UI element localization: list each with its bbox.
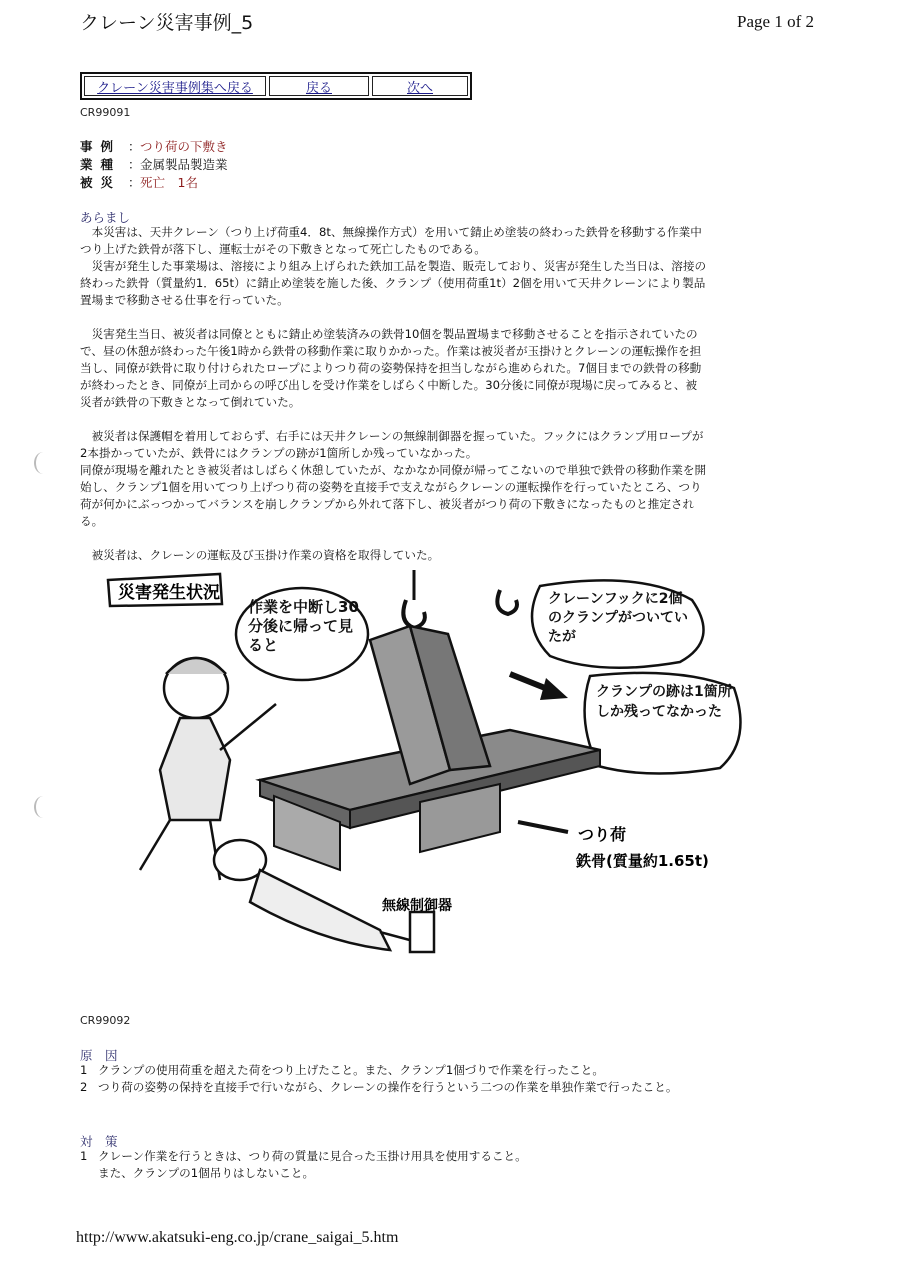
accident-illustration	[80, 570, 760, 1010]
meta-value: つり荷の下敷き	[140, 139, 228, 154]
meta-row-industry: 業種 ： 金属製品製造業	[80, 157, 228, 172]
next-button[interactable]: 次へ	[372, 76, 468, 96]
summary-heading: あらまし	[80, 210, 131, 225]
summary-paragraph: 本災害は、天井クレーン（つり上げ荷重4．8t、無線操作方式）を用いて錆止め塗装の終わった鉄骨を移動する作業中つり上げた鉄骨が落下し、運転士がその下敷きとなって死亡したものである。	[80, 225, 702, 256]
page-number: Page 1 of 2	[737, 12, 814, 31]
arrow-icon	[518, 822, 568, 832]
meta-value: 死亡 1名	[140, 175, 198, 190]
back-to-list-button[interactable]: クレーン災害事例集へ戻る	[84, 76, 266, 96]
summary-paragraph: 災害発生当日、被災者は同僚とともに錆止め塗装済みの鉄骨10個を製品置場まで移動させることを指示されていたので、昼の休憩が終わった午後1時から鉄骨の移動作業に取りかかった。作業は被災者が玉掛けとクレーンの運転操作を担当し、同僚が鉄骨に取り付けられたロープによりつり荷の姿勢保持を担当しながら進められた。7個目までの鉄骨の移動が終わったとき、同僚が上司からの呼び出しを受け作業をしばらく中断した。30分後に同僚が現場に戻ってみると、被災者が鉄骨の下敷きとなって倒れていた。	[80, 327, 702, 409]
measures-list	[80, 1148, 710, 1182]
list-item-text: つり荷の姿勢の保持を直接手で行いながら、クレーンの操作を行うという二つの作業を単独作業で行ったこと。	[98, 1080, 678, 1094]
meta-label: 被災	[80, 175, 122, 190]
list-item-text: クレーン作業を行うときは、つり荷の質量に見合った玉掛け用具を使用すること。	[98, 1149, 527, 1163]
load-label: つり荷	[578, 825, 627, 844]
print-header-title: クレーン災害事例_5	[80, 12, 254, 34]
causes-list	[80, 1062, 710, 1096]
summary-paragraph: 同僚が現場を離れたとき被災者はしばらく休憩していたが、なかなか同僚が帰ってこないので単独で鉄骨の移動作業を開始し、クランプ1個を用いてつり上げつり荷の姿勢を直接手で支えながらクレーンの運転操作を行っていたところ、つり荷が何かにぶっつかってバランスを崩しクランプから外れて落下し、被災者がつり荷の下敷きになったものと推定される。	[80, 463, 707, 528]
list-item	[80, 1062, 710, 1079]
nav-bar	[80, 72, 472, 100]
list-item-continuation: また、クランプの1個吊りはしないこと。	[98, 1166, 315, 1180]
illustration-title: 災害発生状況	[118, 583, 220, 603]
remote-controller-icon	[410, 912, 434, 952]
prev-button[interactable]: 戻る	[269, 76, 369, 96]
case-meta	[80, 138, 228, 192]
meta-value: 金属製品製造業	[140, 157, 228, 172]
footer-url: http://www.akatsuki-eng.co.jp/crane_saigai_5.htm	[76, 1229, 399, 1246]
clamp-bubble-text: クランプの跡は1箇所しか残ってなかった	[596, 684, 732, 720]
crane-hook-icon	[403, 570, 517, 628]
causes-heading: 原 因	[80, 1048, 118, 1063]
summary-paragraph: 被災者は、クレーンの運転及び玉掛け作業の資格を取得していた。	[91, 548, 440, 562]
list-item-number: 1	[80, 1063, 88, 1077]
list-item-number: 1	[80, 1149, 88, 1163]
arrow-icon	[540, 678, 568, 700]
load-detail: 鉄骨(質量約1.65t)	[576, 852, 709, 870]
summary-body	[80, 224, 708, 564]
list-item	[80, 1148, 710, 1165]
meta-row-casualty: 被災 ： 死亡 1名	[80, 175, 198, 190]
case-code-bottom: CR99092	[80, 1014, 131, 1027]
list-item	[80, 1165, 710, 1182]
case-code-top: CR99091	[80, 106, 131, 119]
punch-hole-mark	[34, 796, 52, 818]
list-item-text: クランプの使用荷重を超えた荷をつり上げたこと。また、クランプ1個づりで作業を行ったこと。	[98, 1063, 604, 1077]
meta-label: 業種	[80, 157, 122, 172]
measures-heading: 対 策	[80, 1134, 118, 1149]
summary-paragraph: 災害が発生した事業場は、溶接により組み上げられた鉄加工品を製造、販売しており、災害が発生した当日は、溶接の終わった鉄骨（質量約1．65t）に錆止め塗装を施した後、クランプ（使用荷重1t）2個を用いて天井クレーンにより製品置場まで移動させる仕事を行っていた。	[80, 259, 707, 307]
list-item	[80, 1079, 710, 1096]
coworker-bubble-text: 作業を中断し30分後に帰って見ると	[248, 598, 359, 654]
meta-label: 事例	[80, 139, 122, 154]
hook-bubble-text: クレーンフックに2個のクランプがついていたが	[548, 591, 688, 645]
remote-label: 無線制御器	[382, 898, 452, 914]
summary-paragraph: 被災者は保護帽を着用しておらず、右手には天井クレーンの無線制御器を握っていた。フックにはクランプ用ロープが2本掛かっていたが、鉄骨にはクランプの跡が1箇所しか残っていなかった。	[80, 429, 704, 460]
punch-hole-mark	[34, 452, 52, 474]
meta-row-case: 事例 ： つり荷の下敷き	[80, 139, 228, 154]
list-item-number: 2	[80, 1080, 88, 1094]
